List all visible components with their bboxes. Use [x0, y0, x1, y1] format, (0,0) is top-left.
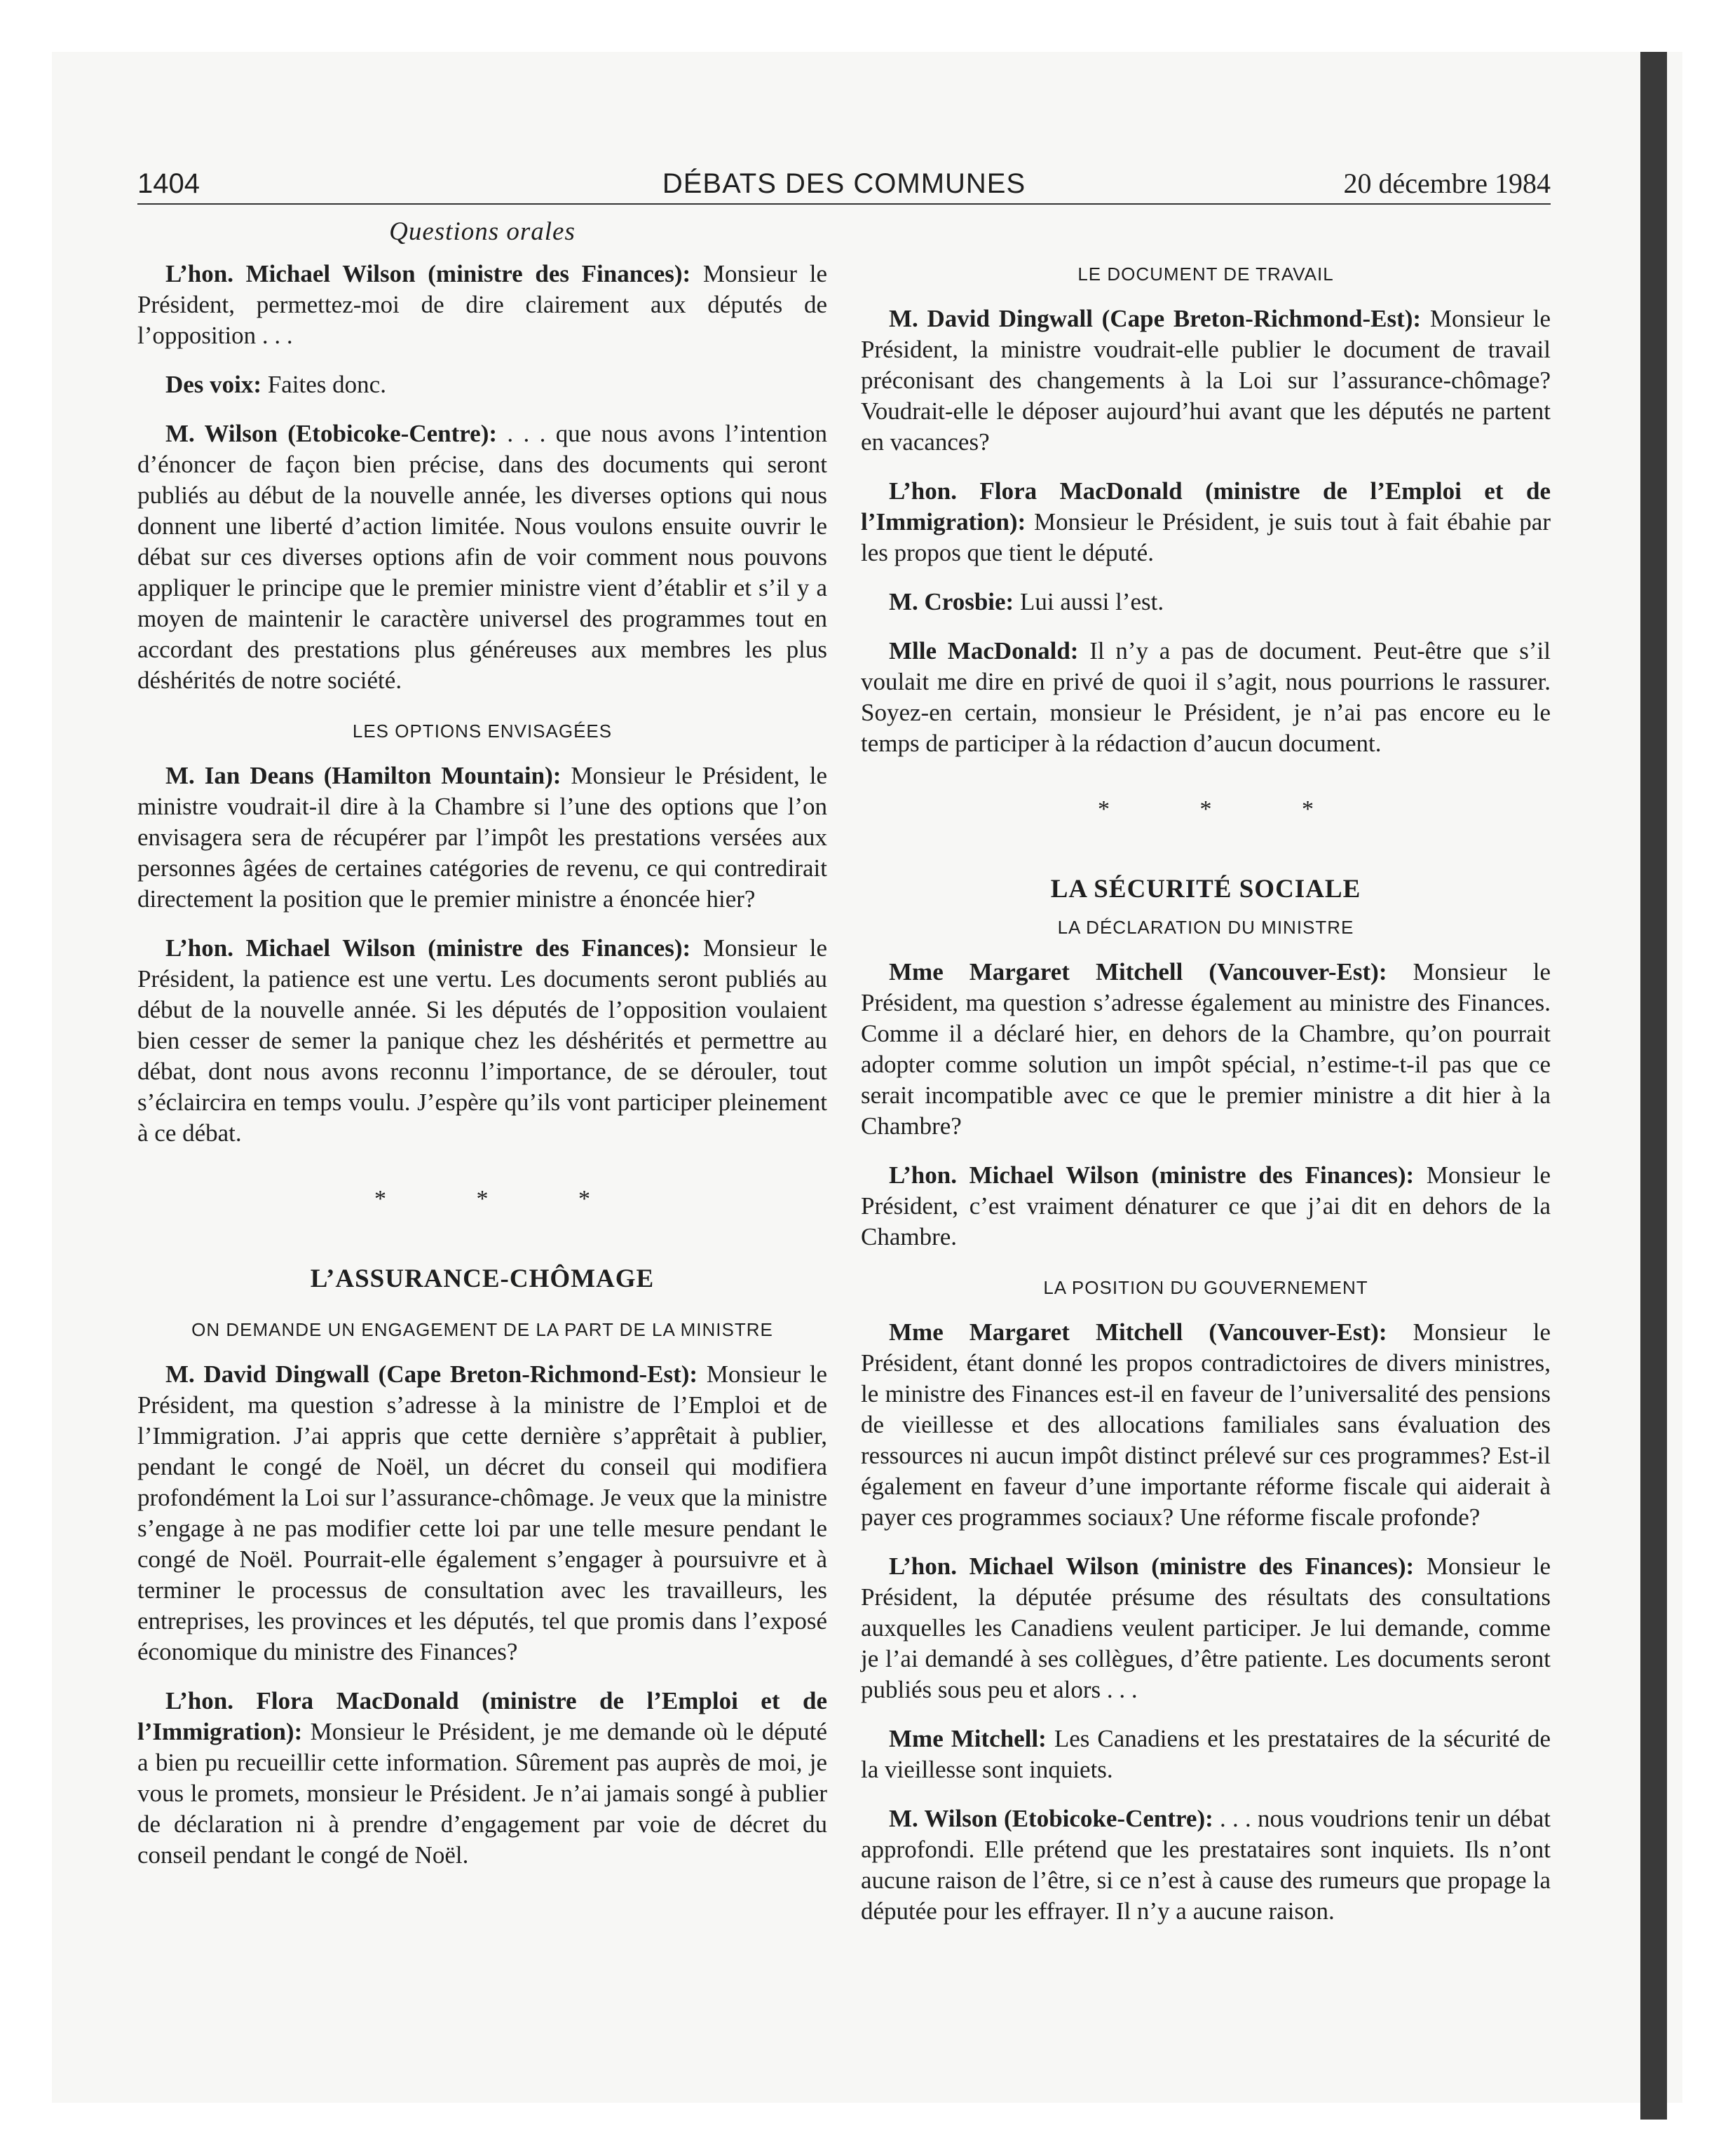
- speaker-name: L’hon. Flora MacDonald (ministre de l’Emploi et de l’Immigration):: [861, 477, 1551, 535]
- speaker-name: L’hon. Michael Wilson (ministre des Finances):: [889, 1553, 1415, 1580]
- header-date: 20 décembre 1984: [1343, 168, 1551, 199]
- rubric-heading: LA POSITION DU GOUVERNEMENT: [1043, 1277, 1368, 1298]
- speaker-name: L’hon. Michael Wilson (ministre des Finances):: [889, 1161, 1415, 1189]
- right-column: [861, 214, 1551, 1945]
- speech-paragraph: [861, 957, 1551, 1142]
- speaker-name: L’hon. Michael Wilson (ministre des Finances):: [165, 260, 691, 287]
- speech-text: Monsieur le Président, ma question s’adresse également au ministre des Finances. Comme il a déclaré hier, en dehors de la Chambre, qu’on pourrait adopter comme solution un impôt spécial, n’estime-t-il pas que ce serait incompatible avec ce que le premier ministre a dit hier à la Chambre?: [861, 958, 1551, 1140]
- speaker-name: M. Ian Deans (Hamilton Mountain):: [165, 762, 562, 789]
- rubric-heading: LES OPTIONS ENVISAGÉES: [352, 721, 613, 742]
- speech-paragraph: [861, 476, 1551, 568]
- speech-text: Monsieur le Président, la ministre voudrait-elle publier le document de travail préconisant des changements à la Loi sur l’assurance-chômage? Voudrait-elle le déposer aujourd’hui avant que les députés ne partent en vacances?: [861, 305, 1551, 456]
- speaker-name: L’hon. Flora MacDonald (ministre de l’Emploi et de l’Immigration):: [137, 1687, 827, 1745]
- speech-paragraph: [861, 1160, 1551, 1253]
- left-column: [137, 214, 827, 1889]
- speech-paragraph: [861, 1803, 1551, 1927]
- speech-text: Monsieur le Président, la patience est une vertu. Les documents seront publiés au début de la nouvelle année. Si les députés de l’opposition voulaient bien cesser de semer la panique chez les déshérités et permettre au débat, dont nous avons reconnu l’importance, de se dérouler, tout s’éclaircira en temps voulu. J’espère qu’ils vont participer pleinement à ce débat.: [137, 934, 827, 1147]
- rubric-heading: LE DOCUMENT DE TRAVAIL: [1077, 264, 1334, 285]
- speech-text: Monsieur le Président, je suis tout à fait ébahie par les propos que tient le député.: [861, 508, 1551, 566]
- journal-title: DÉBATS DES COMMUNES: [662, 168, 1026, 199]
- speech-text: Lui aussi l’est.: [1014, 588, 1164, 615]
- speech-paragraph: [137, 760, 827, 915]
- section-separator: * * *: [1098, 796, 1356, 822]
- speech-paragraph: [137, 933, 827, 1149]
- header-rule: [137, 203, 1551, 205]
- speech-text: Monsieur le Président, permettez-moi de dire clairement aux députés de l’opposition . . .: [137, 260, 827, 349]
- speaker-name: L’hon. Michael Wilson (ministre des Finances):: [165, 934, 691, 962]
- speaker-name: Mme Margaret Mitchell (Vancouver-Est):: [889, 1318, 1387, 1346]
- rubric-heading: ON DEMANDE UN ENGAGEMENT DE LA PART DE LA MINISTRE: [191, 1319, 773, 1340]
- speech-paragraph: [861, 1724, 1551, 1785]
- speech-text: Il n’y a pas de document. Peut-être que s’il voulait me dire en privé de quoi il s’agit, nous pourrions le rassurer. Soyez-en certain, monsieur le Président, je n’ai pas encore eu le temps de participer à la rédaction d’aucun document.: [861, 637, 1551, 757]
- speech-text: . . . nous voudrions tenir un débat approfondi. Elle prétend que les prestataires sont inquiets. Ils n’ont aucune raison de l’être, si ce n’est à cause des rumeurs que propage la députée pour les effrayer. Il n’y a aucune raison.: [861, 1805, 1551, 1925]
- speech-paragraph: [861, 1317, 1551, 1533]
- speech-paragraph: [137, 1359, 827, 1667]
- speaker-name: M. David Dingwall (Cape Breton-Richmond-Est):: [889, 305, 1422, 332]
- speech-paragraph: [137, 259, 827, 351]
- speech-text: Monsieur le Président, le ministre voudrait-il dire à la Chambre si l’une des options que l’on envisagera sera de récupérer par l’impôt les prestations versées aux personnes âgées de certaines catégories de revenu, ce qui contredirait directement la position que le premier ministre a énoncée hier?: [137, 762, 827, 913]
- speech-paragraph: [861, 587, 1551, 618]
- speech-paragraph: [137, 369, 827, 400]
- speaker-name: Mlle MacDonald:: [889, 637, 1079, 664]
- section-separator: * * *: [374, 1186, 632, 1212]
- speech-text: Monsieur le Président, étant donné les propos contradictoires de divers ministres, le ministre des Finances est-il en faveur de l’universalité des pensions de vieillesse et des allocations familiales sans évaluation des ressources ni aucun impôt distinct prélevé sur ces programmes? Est-il également en faveur d’une importante réforme fiscale qui aiderait à payer ces programmes sociaux? Une réforme fiscale profonde?: [861, 1318, 1551, 1531]
- speech-text: Monsieur le Président, c’est vraiment dénaturer ce que j’ai dit en dehors de la Chambre.: [861, 1161, 1551, 1250]
- speech-text: Monsieur le Président, je me demande où le député a bien pu recueillir cette information. Sûrement pas auprès de moi, je vous le promets, monsieur le Président. Je n’ai jamais songé à publier de déclaration ni à prendre d’engagement par voie de décret du conseil pendant le congé de Noël.: [137, 1718, 827, 1869]
- speech-paragraph: [137, 418, 827, 696]
- running-header: [137, 167, 1551, 203]
- speech-text: Faites donc.: [261, 371, 386, 398]
- section-heading: LA SÉCURITÉ SOCIALE: [1050, 875, 1361, 903]
- page-number: 1404: [137, 168, 200, 199]
- speaker-name: M. Wilson (Etobicoke-Centre):: [165, 420, 498, 447]
- speaker-name: M. David Dingwall (Cape Breton-Richmond-Est):: [165, 1360, 698, 1388]
- speech-paragraph: [861, 636, 1551, 759]
- speaker-name: Des voix:: [165, 371, 262, 398]
- speaker-name: Mme Mitchell:: [889, 1725, 1047, 1752]
- scan-edge-shadow: [1640, 52, 1667, 2120]
- speech-text: Monsieur le Président, la députée présume des résultats des consultations auxquelles les Canadiens veulent participer. Je lui demande, comme je l’ai demandé à ses collègues, d’être patiente. Les documents seront publiés sous peu et alors . . .: [861, 1553, 1551, 1703]
- section-heading: L’ASSURANCE-CHÔMAGE: [310, 1264, 655, 1293]
- speech-paragraph: [861, 303, 1551, 458]
- speaker-name: Mme Margaret Mitchell (Vancouver-Est):: [889, 958, 1387, 985]
- sub-heading: Questions orales: [389, 217, 576, 246]
- speaker-name: M. Wilson (Etobicoke-Centre):: [889, 1805, 1213, 1832]
- speech-text: . . . que nous avons l’intention d’énoncer de façon bien précise, dans des documents qui seront publiés au début de la nouvelle année, les diverses options qui nous donnent une liberté d’action limitée. Nous voulons ensuite ouvrir le débat sur ces diverses options afin de voir comment nous pouvons appliquer le principe que le premier ministre vient d’établir et s’il y a moyen de maintenir le caractère universel des programmes tout en accordant des prestations plus généreuses aux membres les plus déshérités de notre société.: [137, 420, 827, 694]
- speech-paragraph: [861, 1551, 1551, 1705]
- rubric-heading: LA DÉCLARATION DU MINISTRE: [1057, 917, 1354, 938]
- speaker-name: M. Crosbie:: [889, 588, 1014, 615]
- speech-text: Monsieur le Président, ma question s’adresse à la ministre de l’Emploi et de l’Immigration. J’ai appris que cette dernière s’apprêtait à publier, pendant le congé de Noël, un décret du conseil qui modifiera profondément la Loi sur l’assurance-chômage. Je veux que la ministre s’engage à ne pas modifier cette loi par une telle mesure pendant le congé de Noël. Pourrait-elle également s’engager à poursuivre et à terminer le processus de consultation avec les travailleurs, les entreprises, les provinces et les députés, tel que promis dans l’exposé économique du ministre des Finances?: [137, 1360, 827, 1665]
- speech-text: Les Canadiens et les prestataires de la sécurité de la vieillesse sont inquiets.: [861, 1725, 1551, 1783]
- speech-paragraph: [137, 1686, 827, 1871]
